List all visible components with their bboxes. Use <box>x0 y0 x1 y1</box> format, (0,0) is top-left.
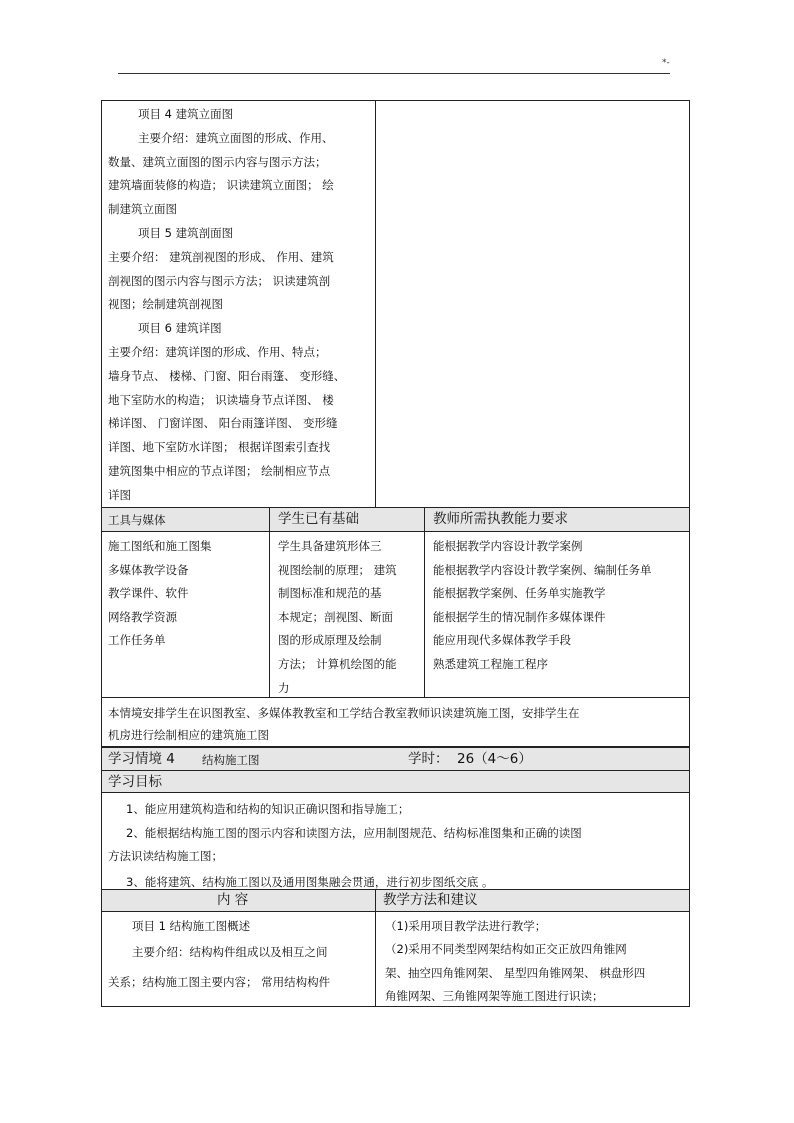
goal-item: 3、能将建筑、结构施工图以及通用图集融会贯通，进行初步图纸交底 。 <box>126 875 494 889</box>
method-line: 角锥网架、三角锥网架等施工图进行识读； <box>385 989 604 1003</box>
s1-line: 墙身节点、 楼梯、门窗、阳台雨篷、 变形缝、 <box>108 368 346 383</box>
col-divider-1 <box>269 508 270 697</box>
col-divider <box>375 890 376 1006</box>
s1-line: 项目 4 建筑立面图 <box>138 107 234 121</box>
s1-line: 地下室防水的构造； 识读墙身节点详图、 楼 <box>108 392 334 407</box>
note-box <box>101 697 690 747</box>
teacher-line: 能根据教学案例、任务单实施教学 <box>433 586 606 601</box>
s1-line: 主要介绍： 建筑剖视图的形成、 作用、建筑 <box>108 249 334 264</box>
hours-value: 26（4～6） <box>457 751 532 767</box>
content-line: 关系；结构施工图主要内容； 常用结构构件 <box>108 975 331 989</box>
content-table <box>101 889 690 1007</box>
content-line: 主要介绍：结构构件组成以及相互之间 <box>132 945 328 959</box>
basis-line: 本规定；剖视图、断面 <box>278 609 393 624</box>
tools-line: 工作任务单 <box>108 633 166 648</box>
basis-line: 学生具备建筑形体三 <box>278 539 382 553</box>
note-line: 本情境安排学生在识图教室、多媒体教教室和工学结合教室教师识读建筑施工图，安排学生在 <box>108 706 580 720</box>
goals-title-row <box>101 770 690 793</box>
basis-header: 学生已有基础 <box>278 511 359 527</box>
tools-line: 施工图纸和施工图集 <box>108 539 212 553</box>
goals-box <box>101 792 690 890</box>
s1-line: 详图、地下室防水详图； 根据详图索引查找 <box>108 440 331 455</box>
tools-header-band <box>102 508 689 531</box>
header-mark: *- <box>662 58 670 68</box>
column-divider <box>375 101 376 507</box>
s1-line: 项目 5 建筑剖面图 <box>138 226 234 240</box>
basis-line: 力 <box>278 680 290 695</box>
teacher-line: 能应用现代多媒体教学手段 <box>433 633 571 648</box>
tools-line: 网络教学资源 <box>108 609 177 624</box>
basis-line: 图的形成原理及绘制 <box>278 633 382 648</box>
goal-item: 2、能根据结构施工图的图示内容和读图方法，应用制图规范、结构标准图集和正确的读图 <box>126 826 582 840</box>
situation-label: 学习情境 4 <box>108 751 175 767</box>
s1-line: 主要介绍：建筑立面图的形成、作用、 <box>138 130 334 145</box>
s1-line: 梯详图、 门窗详图、 阳台雨篷详图、 变形缝 <box>108 416 338 431</box>
content-header: 内 容 <box>217 892 249 908</box>
teacher-line: 能根据教学内容设计教学案例 <box>433 539 583 553</box>
tools-line: 教学课件、软件 <box>108 586 189 601</box>
basis-line: 制图标准和规范的基 <box>278 586 382 601</box>
s1-line: 建筑墙面装修的构造； 识读建筑立面图； 绘 <box>108 178 334 193</box>
s1-line: 剖视图的图示内容与图示方法； 识读建筑剖 <box>108 273 331 288</box>
teacher-line: 能根据学生的情况制作多媒体课件 <box>433 609 606 624</box>
hours-label: 学时： <box>408 751 449 767</box>
goal-item: 1、能应用建筑构造和结构的知识正确识图和指导施工； <box>126 802 410 816</box>
goals-title: 学习目标 <box>108 774 162 790</box>
s1-line: 制建筑立面图 <box>108 202 177 217</box>
tools-line: 多媒体教学设备 <box>108 562 189 577</box>
teacher-line: 能根据教学内容设计教学案例、编制任务单 <box>433 562 652 577</box>
header-rule <box>118 73 670 74</box>
s1-line: 主要介绍：建筑详图的形成、作用、特点； <box>108 345 327 359</box>
tools-header: 工具与媒体 <box>108 513 166 527</box>
note-line: 机房进行绘制相应的建筑施工图 <box>108 728 269 742</box>
header-divider <box>102 911 689 912</box>
s1-line: 项目 6 建筑详图 <box>138 321 222 336</box>
s1-line: 数量、建筑立面图的图示内容与图示方法； <box>108 154 327 169</box>
basis-line: 方法； 计算机绘图的能 <box>278 657 397 671</box>
projects-table <box>101 100 690 508</box>
content-line: 项目 1 结构施工图概述 <box>132 919 251 933</box>
method-line: 架、抽空四角锥网架、 星型四角锥网架、 棋盘形四 <box>385 966 646 980</box>
methods-header: 教学方法和建议 <box>383 892 478 908</box>
situation-row <box>101 747 690 771</box>
method-line: （1)采用项目教学法进行教学； <box>385 919 547 933</box>
s1-line: 建筑图集中相应的节点详图； 绘制相应节点 <box>108 464 331 478</box>
basis-line: 视图绘制的原理； 建筑 <box>278 562 397 577</box>
teacher-header: 教师所需执教能力要求 <box>433 511 568 527</box>
situation-name: 结构施工图 <box>202 753 260 767</box>
header-divider <box>102 531 689 532</box>
goal-item: 方法识读结构施工图； <box>108 849 223 863</box>
teacher-line: 熟悉建筑工程施工程序 <box>433 657 548 671</box>
tools-table <box>101 507 690 698</box>
s1-line: 详图 <box>108 487 131 502</box>
col-divider-2 <box>424 508 425 697</box>
method-line: （2)采用不同类型网架结构如正交正放四角锥网 <box>385 942 627 956</box>
s1-line: 视图；绘制建筑剖视图 <box>108 297 223 312</box>
